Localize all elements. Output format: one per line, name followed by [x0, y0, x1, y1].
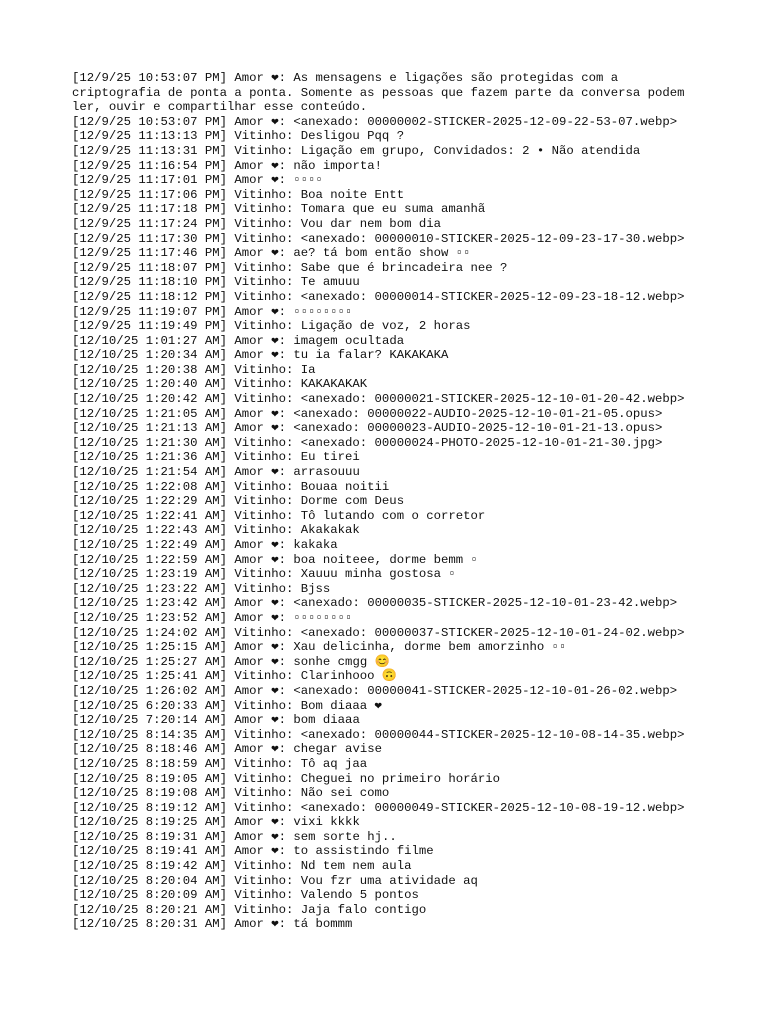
chat-line: [12/10/25 1:22:43 AM] Vitinho: Akakakak: [72, 523, 360, 538]
chat-line: [12/9/25 11:13:13 PM] Vitinho: Desligou Pqq ?: [72, 129, 405, 144]
chat-line: [12/10/25 1:24:02 AM] Vitinho: <anexado: 00000037-STICKER-2025-12-10-01-24-02.webp>: [72, 625, 685, 640]
chat-line: [12/9/25 11:18:12 PM] Vitinho: <anexado: 00000014-STICKER-2025-12-09-23-18-12.webp>: [72, 289, 685, 304]
chat-line: [12/10/25 1:20:34 AM] Amor ❤: tu ia falar? KAKAKAKA: [72, 348, 449, 363]
chat-line: [12/10/25 8:20:31 AM] Amor ❤: tá bommm: [72, 917, 353, 932]
chat-line: [12/10/25 1:23:52 AM] Amor ❤: ▫▫▫▫▫▫▫▫: [72, 610, 353, 625]
chat-line: [12/10/25 1:22:29 AM] Vitinho: Dorme com Deus: [72, 494, 405, 509]
chat-line: [12/10/25 1:21:13 AM] Amor ❤: <anexado: 00000023-AUDIO-2025-12-10-01-21-13.opus>: [72, 421, 663, 436]
chat-line: [12/9/25 11:18:10 PM] Vitinho: Te amuuu: [72, 275, 360, 290]
chat-line: [12/10/25 1:22:59 AM] Amor ❤: boa noiteee, dorme bemm ▫: [72, 552, 478, 567]
chat-line: [12/10/25 8:19:08 AM] Vitinho: Não sei como: [72, 786, 390, 801]
chat-line: [12/9/25 11:17:30 PM] Vitinho: <anexado: 00000010-STICKER-2025-12-09-23-17-30.webp>: [72, 231, 685, 246]
chat-line: [12/10/25 8:20:09 AM] Vitinho: Valendo 5 pontos: [72, 888, 419, 903]
chat-line: [12/10/25 1:22:49 AM] Amor ❤: kakaka: [72, 538, 338, 552]
chat-line: [12/9/25 11:13:31 PM] Vitinho: Ligação em grupo, Convidados: 2 • Não atendida: [72, 143, 641, 158]
chat-line: [12/9/25 11:17:18 PM] Vitinho: Tomara que eu suma amanhã: [72, 202, 486, 217]
chat-line: [12/10/25 1:01:27 AM] Amor ❤: imagem ocultada: [72, 333, 405, 348]
chat-line: [12/10/25 1:25:41 AM] Vitinho: Clarinhooo 🙃: [72, 669, 398, 684]
chat-line: [12/9/25 11:16:54 PM] Amor ❤: não importa!: [72, 158, 382, 173]
chat-line: [12/10/25 1:23:19 AM] Vitinho: Xauuu minha gostosa ▫: [72, 567, 456, 582]
chat-line: [12/10/25 8:18:59 AM] Vitinho: Tô aq jaa: [72, 756, 368, 771]
chat-line: [12/10/25 8:19:25 AM] Amor ❤: vixi kkkk: [72, 815, 360, 830]
chat-line: [12/10/25 1:23:22 AM] Vitinho: Bjss: [72, 581, 331, 596]
chat-line: [12/10/25 1:21:36 AM] Vitinho: Eu tirei: [72, 450, 360, 465]
chat-line: [12/10/25 8:20:21 AM] Vitinho: Jaja falo contigo: [72, 902, 427, 917]
chat-line: [12/10/25 8:14:35 AM] Vitinho: <anexado: 00000044-STICKER-2025-12-10-08-14-35.webp>: [72, 727, 685, 742]
chat-line: [12/9/25 11:18:07 PM] Vitinho: Sabe que é brincadeira nee ?: [72, 260, 508, 275]
chat-line: [12/10/25 1:22:41 AM] Vitinho: Tô lutando com o corretor: [72, 508, 486, 523]
chat-line: [12/10/25 7:20:14 AM] Amor ❤: bom diaaa: [72, 713, 360, 728]
chat-line: [12/10/25 8:18:46 AM] Amor ❤: chegar avise: [72, 742, 382, 757]
chat-line: [12/10/25 1:22:08 AM] Vitinho: Bouaa noitii: [72, 479, 390, 494]
chat-line: [12/10/25 8:20:04 AM] Vitinho: Vou fzr uma atividade aq: [72, 873, 478, 888]
chat-line: [12/10/25 1:21:30 AM] Vitinho: <anexado: 00000024-PHOTO-2025-12-10-01-21-30.jpg>: [72, 435, 663, 450]
chat-line: [12/9/25 10:53:07 PM] Amor ❤: <anexado: 00000002-STICKER-2025-12-09-22-53-07.webp>: [72, 114, 678, 129]
chat-line: [12/10/25 1:21:05 AM] Amor ❤: <anexado: 00000022-AUDIO-2025-12-10-01-21-05.opus>: [72, 406, 663, 421]
chat-line: [12/10/25 1:20:42 AM] Vitinho: <anexado: 00000021-STICKER-2025-12-10-01-20-42.webp>: [72, 392, 685, 407]
chat-line: [12/9/25 11:17:01 PM] Amor ❤: ▫▫▫▫: [72, 173, 323, 188]
chat-line: [12/9/25 11:19:07 PM] Amor ❤: ▫▫▫▫▫▫▫▫: [72, 304, 353, 319]
chat-line: [12/10/25 1:25:15 AM] Amor ❤: Xau delicinha, dorme bem amorzinho ▫▫: [72, 640, 567, 655]
chat-line: [12/10/25 8:19:31 AM] Amor ❤: sem sorte hj..: [72, 829, 397, 844]
chat-line: [12/9/25 11:17:24 PM] Vitinho: Vou dar nem bom dia: [72, 216, 441, 231]
chat-line: [12/10/25 8:19:05 AM] Vitinho: Cheguei no primeiro horário: [72, 771, 501, 786]
chat-line: [12/9/25 11:19:49 PM] Vitinho: Ligação de voz, 2 horas: [72, 319, 471, 334]
chat-line: [12/9/25 11:17:46 PM] Amor ❤: ae? tá bom então show ▫▫: [72, 246, 471, 261]
chat-line: [12/10/25 1:26:02 AM] Amor ❤: <anexado: 00000041-STICKER-2025-12-10-01-26-02.webp>: [72, 683, 678, 698]
chat-line: [12/9/25 10:53:07 PM] Amor ❤: As mensagens e ligações são protegidas com a criptografia de ponta a ponta. Somente as pessoas que fazem parte da conversa podem ler, ouvir e compartilhar esse conteúdo.: [72, 71, 692, 115]
chat-line: [12/10/25 6:20:33 AM] Vitinho: Bom diaaa ❤: [72, 698, 382, 713]
chat-line: [12/9/25 11:17:06 PM] Vitinho: Boa noite Entt: [72, 187, 405, 202]
chat-log: [72, 71, 702, 932]
chat-line: [12/10/25 1:25:27 AM] Amor ❤: sonhe cmgg 😊: [72, 654, 390, 669]
chat-line: [12/10/25 1:23:42 AM] Amor ❤: <anexado: 00000035-STICKER-2025-12-10-01-23-42.webp>: [72, 596, 678, 611]
chat-line: [12/10/25 8:19:41 AM] Amor ❤: to assistindo filme: [72, 844, 434, 859]
chat-line: [12/10/25 8:19:12 AM] Vitinho: <anexado: 00000049-STICKER-2025-12-10-08-19-12.webp>: [72, 800, 685, 815]
chat-line: [12/10/25 1:20:40 AM] Vitinho: KAKAKAKAK: [72, 377, 368, 392]
chat-line: [12/10/25 1:21:54 AM] Amor ❤: arrasouuu: [72, 465, 360, 480]
chat-line: [12/10/25 1:20:38 AM] Vitinho: Ia: [72, 362, 316, 377]
chat-line: [12/10/25 8:19:42 AM] Vitinho: Nd tem nem aula: [72, 859, 412, 874]
